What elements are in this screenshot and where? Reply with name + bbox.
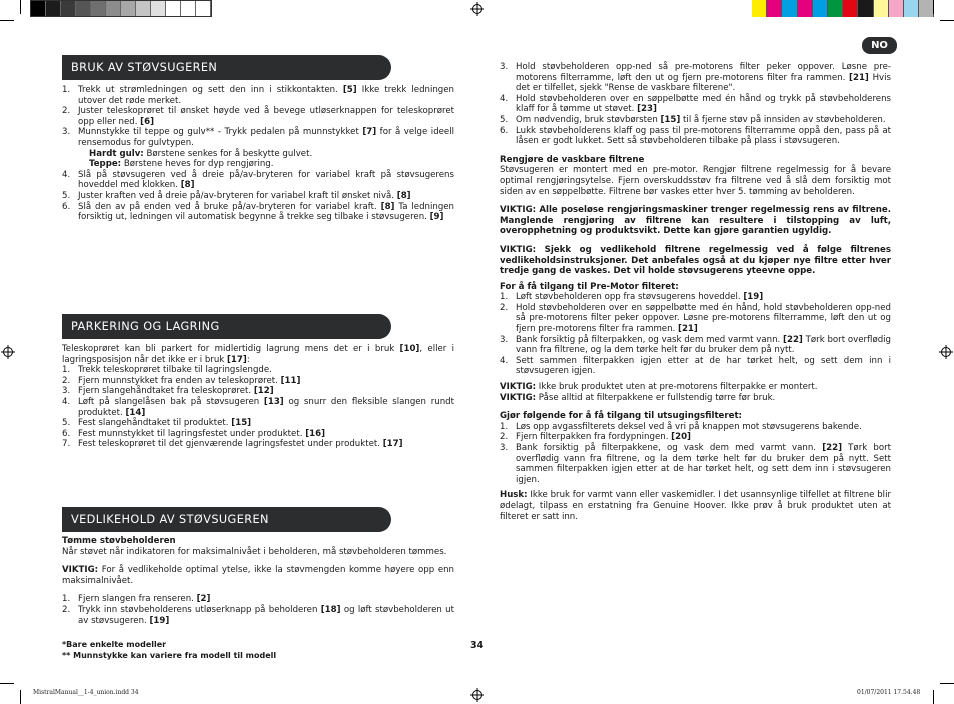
premotor-filter-heading: For å få tilgang til Pre-Motor filteret: (500, 281, 679, 292)
list-item (62, 594, 454, 605)
list-text: Sett sammen filterpakken igjen etter at de har tørket helt, og sett dem inn i støvsugeren igjen. (516, 355, 891, 377)
gray-swatch (196, 1, 211, 16)
color-swatch (874, 0, 889, 17)
language-badge: NO (862, 37, 897, 54)
list-number: 2. (500, 302, 509, 313)
figure-ref: [22] (783, 334, 803, 345)
figure-ref: [2] (196, 594, 211, 605)
washable-filters-heading: Rengjøre de vaskbare filtrene (500, 154, 645, 165)
list-number: 1. (500, 292, 509, 303)
list-item (500, 443, 891, 485)
list-text: Løft på slangelåsen bak på støvsugeren (78, 396, 264, 407)
list-number: 4. (62, 396, 71, 407)
exhaust-steps-list (500, 422, 891, 486)
parking-intro (62, 344, 454, 365)
right-column-body (500, 62, 891, 522)
list-number: 6. (500, 125, 509, 136)
figure-ref: [16] (305, 428, 326, 439)
warning-text: Ikke bruk produktet uten at pre-motorens filterpakke er montert. (536, 382, 818, 393)
list-text: Trekk teleskoprøret tilbake til lagringslengde. (78, 365, 272, 376)
list-text: Fest munnstykket til lagringsfestet under produktet. (78, 428, 306, 439)
gray-swatch (31, 1, 46, 16)
list-text: for å velge ideell rensemodus for gulvtypen. (78, 127, 454, 148)
list-item (500, 62, 891, 94)
figure-ref: [19] (743, 292, 764, 303)
hard-floor-text: Børstene senkes for å beskytte gulvet. (143, 148, 313, 159)
list-number: 1. (500, 421, 509, 432)
list-number: 5. (500, 114, 509, 125)
list-item (500, 303, 891, 335)
list-item (62, 386, 454, 397)
list-item (500, 335, 891, 356)
gray-swatch (76, 1, 91, 16)
list-number: 4. (62, 169, 71, 180)
list-item (500, 356, 891, 377)
color-swatch (904, 0, 919, 17)
list-text: Slå den av på enden ved å bruke på/av-bryteren for variabel kraft. (78, 201, 381, 212)
color-swatch (767, 0, 782, 17)
cmyk-color-bar (752, 0, 934, 17)
list-text: Fjern filterpakken fra fordypningen. (516, 432, 672, 443)
gray-swatch (106, 1, 121, 16)
hard-floor-label: Hardt gulv: (89, 148, 144, 159)
figure-ref: [15] (231, 418, 252, 429)
list-text: Fjern munnstykket fra enden av teleskoprøret. (78, 375, 281, 386)
list-text: Bank forsiktig på filterpakken, og vask dem med varmt vann. (516, 334, 784, 345)
gray-swatch (166, 1, 181, 16)
list-item (500, 115, 891, 126)
color-swatch (858, 0, 873, 17)
filter-warning-2: VIKTIG: Sjekk og vedlikehold filtrene regelmessig ved å følge filtrenes vedlikeholdsinstruksjoner. Det anbefales også at du kjøper nye filtre etter hver tredje gang de vaskes. Det vil holde støvsugerens yteevne oppe. (500, 244, 891, 277)
gray-swatch (181, 1, 196, 16)
list-item (62, 85, 454, 106)
footnotes (62, 640, 362, 661)
empty-bin-steps-list (62, 594, 454, 626)
list-text: Slå på støvsugeren ved å dreie på/av-bryteren for variabel kraft på støvsugerens hoveddel med klokken. (78, 169, 454, 191)
list-text: Løft støvbeholderen opp fra støvsugerens hoveddel. (516, 292, 744, 303)
warning-label: VIKTIG: (500, 392, 537, 403)
figure-ref: [10] (399, 344, 420, 354)
list-text: Hold støvbeholderen opp-ned så pre-motorens filter peker oppover. Løsne pre-motorens filterramme, løft den ut og fjern pre-motorens filter fra rammen. (516, 62, 891, 83)
list-number: 1. (62, 85, 71, 95)
list-number: 4. (500, 355, 509, 366)
list-item (500, 126, 891, 147)
list-text: Fest slangehåndtaket til produktet. (78, 418, 232, 429)
list-number: 1. (62, 594, 71, 605)
figure-ref: [12] (253, 386, 274, 397)
list-item (62, 106, 454, 127)
list-item (62, 365, 454, 376)
crop-mark (940, 20, 954, 21)
reminder-text: Ikke bruk for varmt vann eller vaskemidler. I det usannsynlige tilfellet at filtrene blir ødelagt, tilpass en erstatning fra Genuine Hoover. Ikke prøv å bruk produktet uten at filteret er satt inn. (500, 490, 891, 522)
list-number: 3. (62, 127, 71, 138)
list-text: Tørk bort overflødig vann fra filtrene, og la dem tørke helt før du bruker dem på nytt. Sett sammen filterpakken igjen etter at de har tørket helt, og sett dem inn i støvsugeren igjen. (516, 443, 891, 485)
list-number: 2. (500, 432, 509, 443)
footnote-nozzle: ** Munnstykke kan variere fra modell til modell (62, 650, 277, 660)
figure-ref: [5] (342, 85, 357, 95)
list-item (62, 127, 454, 148)
empty-bin-heading: Tømme støvbeholderen (62, 536, 176, 546)
color-swatch (813, 0, 828, 17)
section-header-maintenance: VEDLIKEHOLD AV STØVSUGEREN (62, 507, 391, 532)
list-text: Juster kraften ved å dreie på/av-bryteren for variabel kraft til ønsket nivå. (78, 190, 397, 201)
figure-ref: [14] (125, 407, 146, 418)
gray-swatch (151, 1, 166, 16)
empty-bin-steps-list-continued (500, 62, 891, 147)
gray-swatch (46, 1, 61, 16)
color-swatch (782, 0, 797, 17)
footer-timestamp: 01/07/2011 17.54.48 (857, 689, 921, 696)
gray-swatch (61, 1, 76, 16)
text: , eller i lagringsposisjon når det ikke er i bruk (62, 344, 454, 365)
figure-ref: [17] (226, 354, 247, 365)
registration-mark-icon (1, 345, 15, 359)
list-item (62, 439, 454, 450)
figure-ref: [6] (140, 116, 155, 127)
crop-mark (933, 0, 934, 14)
warning-text: For å vedlikeholde optimal ytelse, ikke la støvmengden komme høyere opp enn maksimalnivået. (62, 565, 454, 586)
figure-ref: [7] (362, 127, 377, 138)
carpet-label: Teppe: (89, 159, 122, 170)
usage-section-body (62, 85, 454, 223)
list-text: og snurr den fleksible slangen rundt produktet. (78, 396, 454, 418)
list-number: 3. (500, 62, 509, 72)
list-item (500, 432, 891, 443)
list-text: Trykk inn støvbeholderens utløserknapp på beholderen (78, 604, 321, 615)
color-swatch (843, 0, 858, 17)
warning-label: VIKTIG: (62, 565, 99, 576)
registration-mark-icon (470, 2, 484, 16)
list-number: 3. (500, 443, 509, 453)
list-text: Munnstykke til teppe og gulv** - Trykk pedalen på munnstykket (78, 127, 363, 138)
list-number: 7. (62, 439, 71, 450)
figure-ref: [22] (822, 443, 843, 453)
carpet-text: Børstene heves for dyp rengjøring. (121, 159, 274, 170)
footnote-models: *Bare enkelte modeller (62, 640, 167, 649)
parking-steps-list (62, 365, 454, 450)
list-text: Løs opp avgassfilterets deksel ved å vri på knappen mot støvsugerens bakende. (516, 421, 862, 432)
crop-mark (0, 20, 14, 21)
crop-mark (933, 690, 934, 704)
list-item (62, 376, 454, 387)
figure-ref: [11] (280, 375, 301, 386)
list-number: 2. (62, 604, 71, 615)
list-text: Hvis det er tilfellet, sjekk "Rense de vaskbare filterene". (516, 72, 892, 94)
list-number: 3. (62, 386, 71, 397)
grayscale-color-bar (30, 0, 212, 17)
carpet-note (62, 159, 454, 170)
registration-mark-icon (470, 688, 484, 702)
figure-ref: [8] (380, 201, 395, 212)
list-number: 5. (62, 418, 71, 429)
list-number: 6. (62, 201, 71, 212)
footer-filename: MistralManual__1-4_union.indd 34 (33, 689, 139, 696)
list-number: 6. (62, 428, 71, 439)
list-number: 4. (500, 93, 509, 104)
list-text: Lukk støvbeholderens klaff og pass til pre-motorens filterramme oppå den, pass på at låsen er godt lukket. Sett så støvbeholderen tilbake på plass i støvsugeren. (516, 125, 891, 147)
figure-ref: [20] (671, 432, 691, 443)
figure-ref: [8] (180, 180, 195, 191)
figure-ref: [9] (429, 212, 444, 223)
list-number: 5. (62, 190, 71, 201)
color-swatch (919, 0, 934, 17)
list-item (62, 170, 454, 191)
list-text: Trekk ut strømledningen og sett den inn i stikkontakten. (78, 85, 343, 95)
figure-ref: [18] (320, 604, 341, 615)
list-item (500, 422, 891, 433)
empty-bin-paragraph: Når støvet når indikatoren for maksimalnivået i beholderen, må støvbeholderen tømmes. (62, 546, 447, 557)
list-text: Fest teleskoprøret til det gjenværende lagringsfestet under produktet. (78, 439, 383, 450)
hard-floor-note (62, 149, 454, 160)
list-text: Hold støvbeholderen over en søppelbøtte med én hånd og trykk på støvbeholderens klaff for å tømme ut støvet. (516, 93, 891, 115)
crop-mark (20, 690, 21, 704)
reminder-label: Husk: (500, 490, 528, 501)
list-text: Ikke trekk ledningen utover det røde merket. (78, 85, 454, 106)
list-item (62, 605, 454, 626)
list-number: 2. (62, 106, 71, 117)
figure-ref: [15] (660, 114, 681, 125)
list-number: 3. (500, 334, 509, 345)
figure-ref: [8] (396, 190, 411, 201)
text: : (246, 354, 250, 365)
list-text: Om nødvendig, bruk støvbørsten (516, 114, 661, 125)
reminder-note (500, 490, 891, 522)
list-item (62, 191, 454, 202)
list-item (62, 202, 454, 223)
figure-ref: [17] (382, 439, 403, 450)
list-item (62, 418, 454, 429)
list-text: Fjern slangehåndtaket fra teleskoprøret. (78, 386, 254, 397)
list-text: Ta ledningen forsiktig ut, ledningen vil automatisk begynne å trekke seg tilbake i støvsugeren. (78, 201, 455, 223)
color-swatch (752, 0, 767, 17)
list-text: Hold støvbeholderen over en søppelbøtte med én hånd, hold støvbeholderen opp-ned så pre-motorens filter peker oppover. Løsne pre-motorens filterramme, løft den ut og fjern pre-motorens filter fra rammen. (516, 302, 891, 335)
figure-ref: [23] (637, 104, 657, 115)
usage-steps-list-continued (62, 170, 454, 223)
list-item (62, 397, 454, 418)
warning-text: Påse alltid at filterpakkene er fullstendig tørre før bruk. (536, 392, 776, 403)
color-swatch (828, 0, 843, 17)
crop-mark (0, 683, 14, 684)
gray-swatch (136, 1, 151, 16)
registration-mark-icon (939, 345, 953, 359)
list-item (500, 94, 891, 115)
premotor-steps-list (500, 292, 891, 377)
maintenance-section-body (62, 536, 454, 626)
figure-ref: [21] (678, 324, 698, 335)
list-number: 1. (62, 365, 71, 376)
figure-ref: [21] (849, 72, 869, 83)
list-text: Bank forsiktig på filterpakkene, og vask dem med varmt vann. (516, 443, 823, 453)
section-header-usage: BRUK AV STØVSUGEREN (62, 55, 391, 80)
list-text: Tørk bort overflødig vann fra filtrene, og la dem tørke helt før du bruker dem på nytt. (516, 334, 891, 356)
text: Teleskoprøret kan bli parkert for midlertidig lagrung mens det er i bruk (62, 344, 400, 354)
gray-swatch (91, 1, 106, 16)
page-number: 34 (470, 640, 484, 651)
list-number: 2. (62, 375, 71, 386)
maintenance-warning (62, 565, 454, 586)
figure-ref: [19] (149, 615, 170, 626)
list-item (500, 292, 891, 303)
color-swatch (889, 0, 904, 17)
premotor-warning-2 (500, 393, 891, 404)
usage-steps-list (62, 85, 454, 149)
exhaust-filter-heading: Gjør følgende for å få tilgang til utsugingsfilteret: (500, 411, 742, 422)
list-text: og løft støvbeholderen ut av støvsugeren. (78, 604, 454, 626)
list-text: Fjern slangen fra renseren. (78, 594, 197, 605)
crop-mark (940, 683, 954, 684)
parking-section-body (62, 344, 454, 450)
list-text: Juster teleskoprøret til ønsket høyde ved å bevege utløserknappen for teleskoprøret opp eller ned. (78, 106, 454, 127)
list-item (62, 429, 454, 440)
figure-ref: [13] (263, 396, 284, 407)
list-text: til å fjerne støv på innsiden av støvbeholderen. (680, 114, 886, 125)
section-header-parking: PARKERING OG LAGRING (62, 314, 391, 339)
premotor-warning-1 (500, 382, 891, 393)
warning-label: VIKTIG: (500, 382, 537, 393)
filter-warning-1: VIKTIG: Alle poseløse rengjøringsmaskiner trenger regelmessig rens av filtrene. Manglende rengjøring av filtrene kan resultere i tilstopping av luft, overopphetning og produktsvikt. Dette kan gjøre garantien ugyldig. (500, 205, 891, 237)
gray-swatch (121, 1, 136, 16)
washable-filters-paragraph: Støvsugeren er montert med en pre-motor. Rengjør filtrene regelmessig for å bevare optimal rengjøringsytelse. Fjern overskuddsstøv fra filtrene ved å slå dem forsiktig mot siden av en søppelbøtte. Filtrene bør vaskes etter hver 5. tømming av beholderen. (500, 165, 891, 197)
crop-mark (20, 0, 21, 14)
color-swatch (798, 0, 813, 17)
